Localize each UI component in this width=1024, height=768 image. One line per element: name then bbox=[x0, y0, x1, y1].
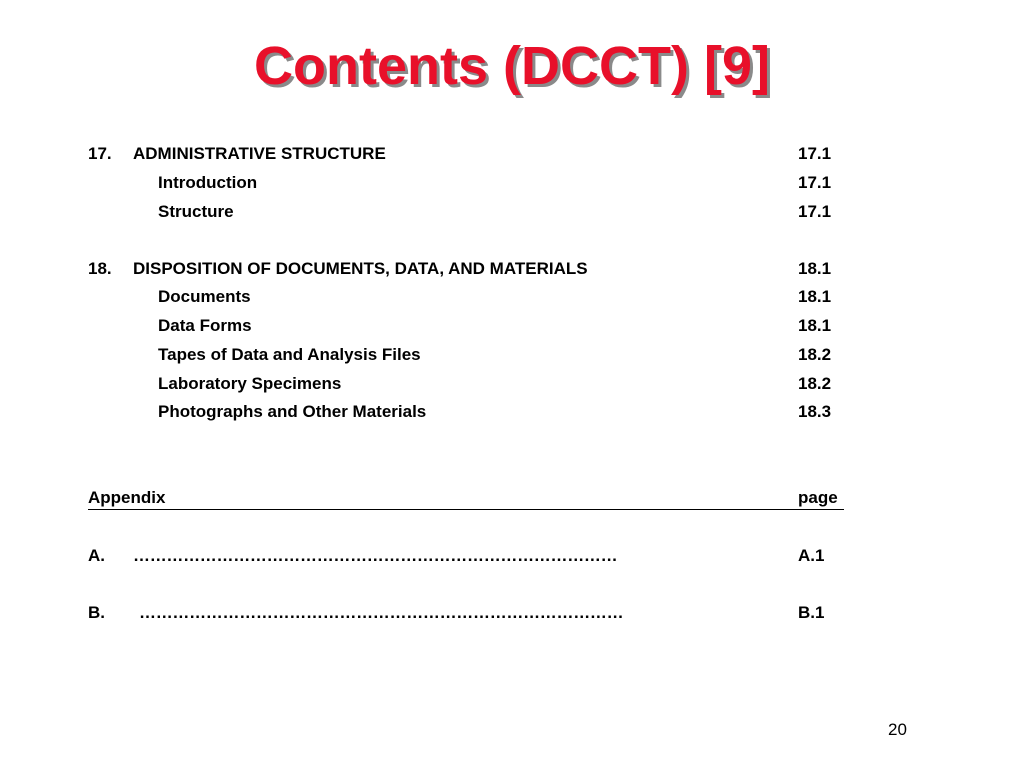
appendix-entry-letter: B. bbox=[88, 603, 105, 622]
appendix-heading: Appendix bbox=[88, 488, 166, 507]
toc-item-page: 17.1 bbox=[798, 202, 832, 221]
toc-item-label: Data Forms bbox=[158, 316, 252, 335]
page-title: Contents (DCCT) [9] bbox=[254, 36, 770, 96]
appendix-header-rule bbox=[88, 509, 844, 510]
section-number: 17. bbox=[88, 144, 112, 163]
toc-item-label: Photographs and Other Materials bbox=[158, 402, 427, 421]
toc-item-label: Introduction bbox=[158, 173, 258, 192]
section-page: 17.1 bbox=[798, 144, 832, 163]
toc-item-page: 17.1 bbox=[798, 173, 832, 192]
appendix-page-heading: page bbox=[798, 488, 838, 507]
toc-item-label: Documents bbox=[158, 287, 251, 306]
toc-item-page: 18.3 bbox=[798, 402, 832, 421]
appendix-entry-leader: …………………………………………………………………………… bbox=[139, 603, 624, 622]
section-heading: ADMINISTRATIVE STRUCTURE bbox=[133, 144, 386, 163]
appendix-entry-page: B.1 bbox=[798, 603, 825, 622]
toc-item-label: Structure bbox=[158, 202, 234, 221]
slide-number: 20 bbox=[888, 720, 907, 739]
section-page: 18.1 bbox=[798, 259, 832, 278]
toc-item-page: 18.2 bbox=[798, 374, 832, 393]
section-heading: DISPOSITION OF DOCUMENTS, DATA, AND MATERIALS bbox=[133, 259, 588, 278]
toc-item-page: 18.1 bbox=[798, 287, 832, 306]
toc-item-label: Laboratory Specimens bbox=[158, 374, 342, 393]
appendix-entry-letter: A. bbox=[88, 546, 105, 565]
section-number: 18. bbox=[88, 259, 112, 278]
toc-item-page: 18.2 bbox=[798, 345, 832, 364]
toc-item-page: 18.1 bbox=[798, 316, 832, 335]
appendix-entry-page: A.1 bbox=[798, 546, 825, 565]
toc-item-label: Tapes of Data and Analysis Files bbox=[158, 345, 421, 364]
appendix-entry-leader: …………………………………………………………………………… bbox=[133, 546, 618, 565]
